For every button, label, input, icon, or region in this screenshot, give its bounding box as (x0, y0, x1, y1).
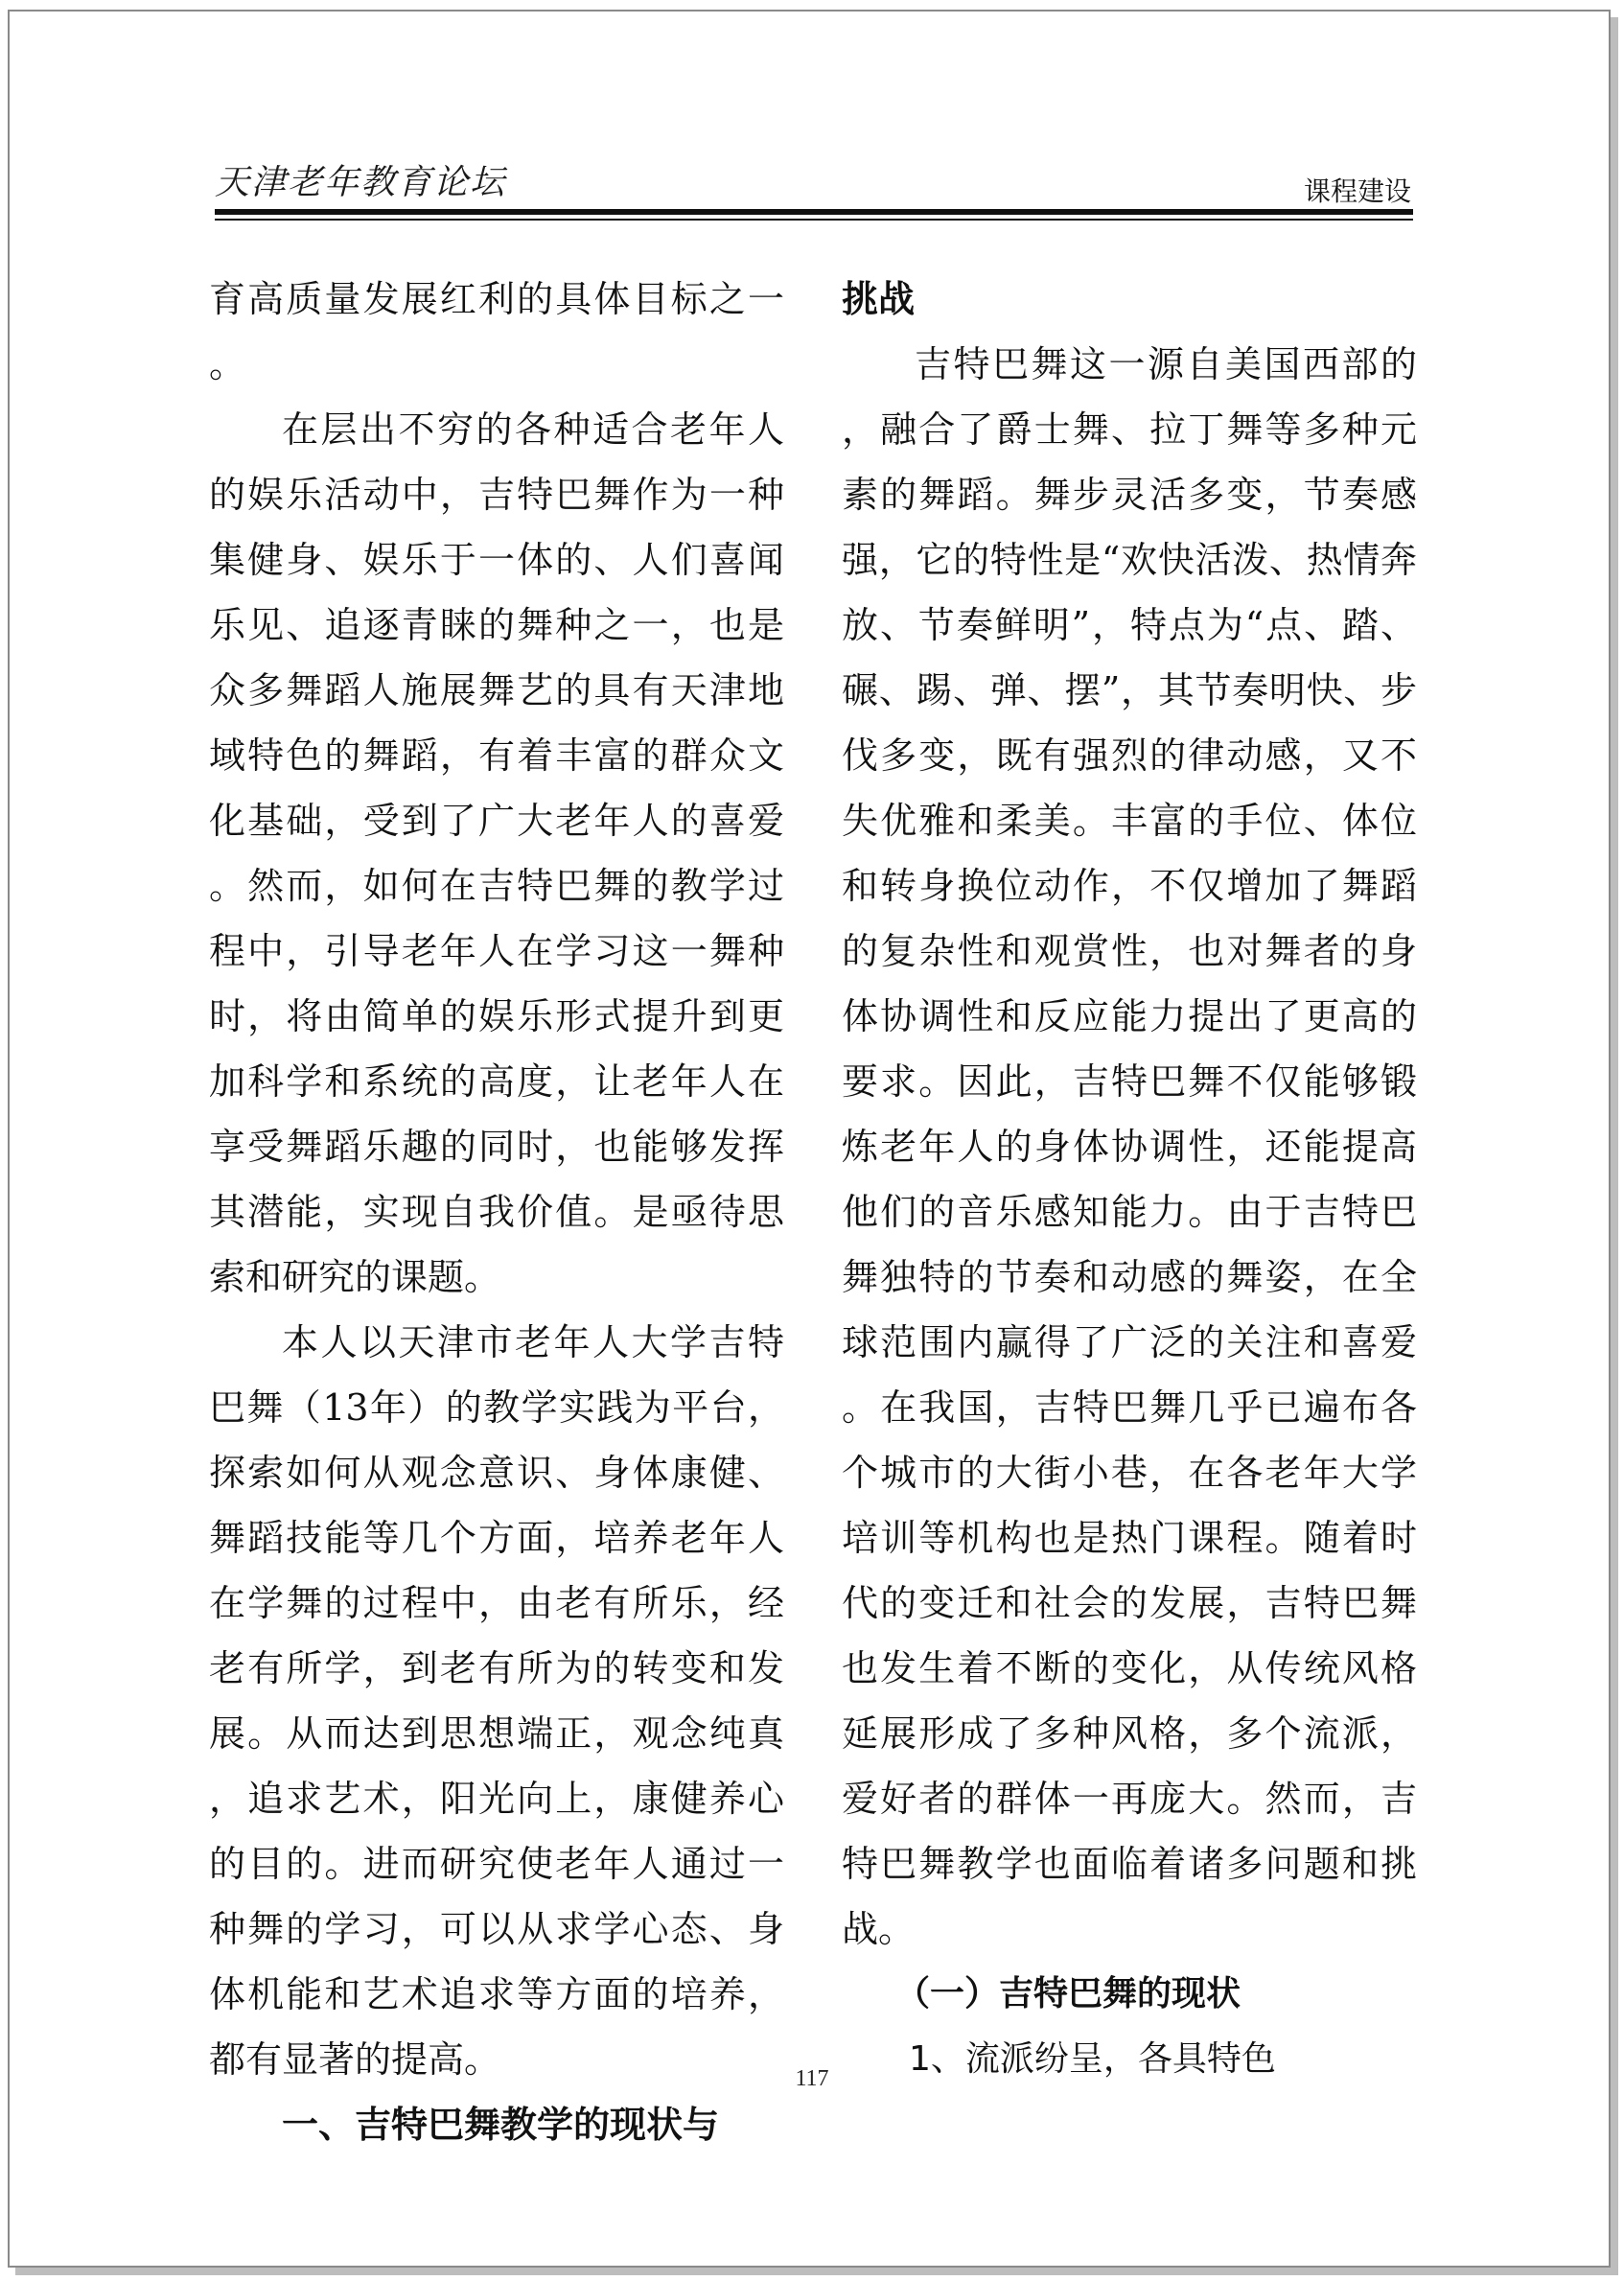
right-column (842, 267, 1417, 2092)
subsection-heading: （一）吉特巴舞的现状 (895, 1974, 1241, 2013)
section-heading-continued: 挑战 (842, 278, 916, 320)
paragraph: 本人以天津市老年人大学吉特巴舞（13年）的教学实践为平台，探索如何从观念意识、身体康健、舞蹈技能等几个方面，培养老年人在学舞的过程中，由老有所乐，经老有所学，到老有所为的转变和发展。从而达到思想端正，观念纯真，追求艺术，阳光向上，康健养心的目的。进而研究使老年人通过一种舞的学习，可以从求学心态、身体机能和艺术追求等方面的培养，都有显著的提高。 (209, 1321, 784, 2081)
paragraph: 吉特巴舞这一源自美国西部的，融合了爵士舞、拉丁舞等多种元素的舞蹈。舞步灵活多变，节奏感强，它的特性是“欢快活泼、热情奔放、节奏鲜明”，特点为“点、踏、碾、踢、弹、摆”，其节奏明快、步伐多变，既有强烈的律动感，又不失优雅和柔美。丰富的手位、体位和转身换位动作，不仅增加了舞蹈的复杂性和观赏性，也对舞者的身体协调性和反应能力提出了更高的要求。因此，吉特巴舞不仅能够锻炼老年人的身体协调性，还能提高他们的音乐感知能力。由于吉特巴舞独特的节奏和动感的舞姿，在全球范围内赢得了广泛的关注和喜爱。在我国，吉特巴舞几乎已遍布各个城市的大街小巷，在各老年大学培训等机构也是热门课程。随着时代的变迁和社会的发展，吉特巴舞也发生着不断的变化，从传统风格延展形成了多种风格，多个流派，爱好者的群体一再庞大。然而，吉特巴舞教学也面临着诸多问题和挑战。 (842, 343, 1417, 1950)
header-rule-thick (215, 209, 1413, 215)
header-rule-thin (215, 219, 1413, 221)
paragraph-continued: 育高质量发展红利的具体目标之一。 (209, 278, 784, 385)
subsubsection-heading: 1、流派纷呈，各具特色 (909, 2039, 1276, 2079)
journal-logo: 天津老年教育论坛 (215, 163, 507, 202)
page-number: 117 (795, 2066, 829, 2091)
section-heading: 一、吉特巴舞教学的现状与 (282, 2104, 720, 2146)
paragraph: 在层出不穷的各种适合老年人的娱乐活动中，吉特巴舞作为一种集健身、娱乐于一体的、人们喜闻乐见、追逐青睐的舞种之一，也是众多舞蹈人施展舞艺的具有天津地域特色的舞蹈，有着丰富的群众文化基础，受到了广大老年人的喜爱。然而，如何在吉特巴舞的教学过程中，引导老年人在学习这一舞种时，将由简单的娱乐形式提升到更加科学和系统的高度，让老年人在享受舞蹈乐趣的同时，也能够发挥其潜能，实现自我价值。是亟待思索和研究的课题。 (209, 408, 784, 1298)
section-title: 课程建设 (1303, 175, 1411, 207)
left-column (209, 267, 784, 2157)
